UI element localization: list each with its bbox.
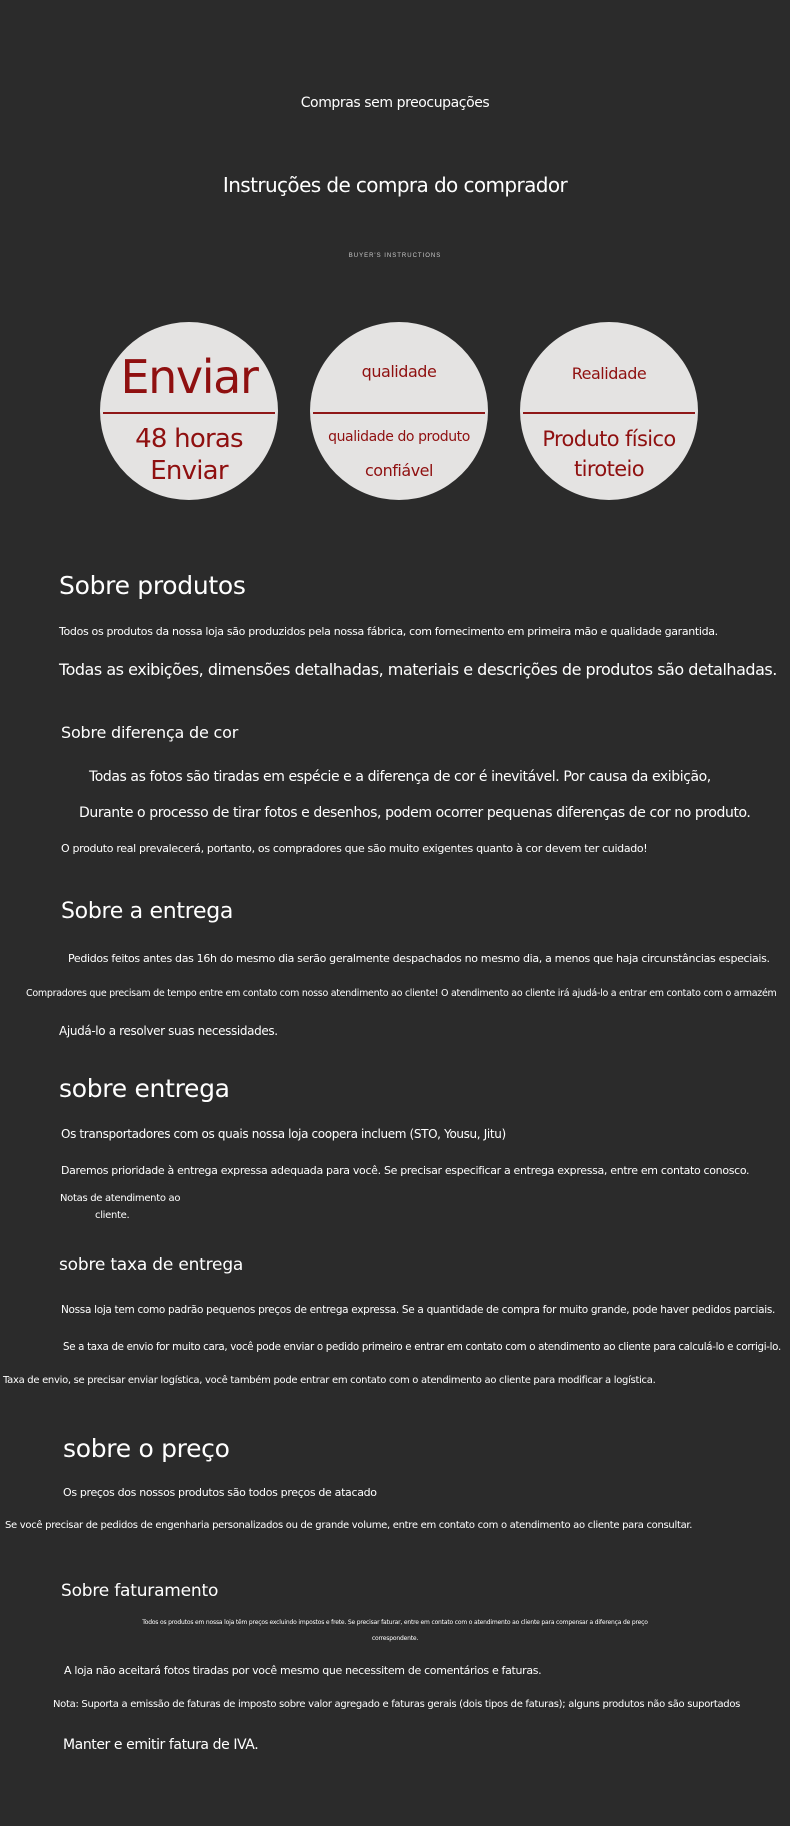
badge-quality-line2: confiável (364, 461, 434, 480)
taxa-text-3: Taxa de envio, se precisar enviar logística, você também pode entrar em contato com o atendimento ao cliente para modificar a logística. (3, 1375, 656, 1386)
badge-quality-top: qualidade (361, 362, 437, 381)
taxa-text-1: Nossa loja tem como padrão pequenos preços de entrega expressa. Se a quantidade de compra for muito grande, pode haver pedidos parciais. (61, 1304, 776, 1316)
a-entrega-text-1: Pedidos feitos antes das 16h do mesmo dia serão geralmente despachados no mesmo dia, a menos que haja circunstâncias especiais. (68, 952, 770, 965)
section-heading-cor: Sobre diferença de cor (61, 723, 239, 742)
fatura-text-2: A loja não aceitará fotos tiradas por você mesmo que necessitem de comentários e faturas. (64, 1664, 542, 1677)
section-heading-taxa: sobre taxa de entrega (59, 1255, 244, 1275)
section-heading-preco: sobre o preço (63, 1434, 230, 1463)
preco-text-1: Os preços dos nossos produtos são todos preços de atacado (63, 1486, 377, 1499)
entrega-text-1: Os transportadores com os quais nossa loja coopera incluem (STO, Yousu, Jitu) (61, 1127, 506, 1141)
page-subtitle: BUYER'S INSTRUCTIONS (348, 253, 442, 259)
section-heading-fatura: Sobre faturamento (61, 1581, 219, 1601)
badge-divider (103, 412, 275, 414)
page-title: Instruções de compra do comprador (222, 173, 568, 197)
cor-text-1: Todas as fotos são tiradas em espécie e a diferença de cor é inevitável. Por causa da exibição, (89, 769, 711, 785)
badge-quality (310, 322, 488, 500)
taxa-text-2: Se a taxa de envio for muito cara, você pode enviar o pedido primeiro e entrar em contato com o atendimento ao cliente para calculá-lo e corrigi-lo. (63, 1341, 781, 1353)
badge-reality-line1: Produto físico (542, 427, 676, 451)
produtos-text-1: Todos os produtos da nossa loja são produzidos pela nossa fábrica, com fornecimento em primeira mão e qualidade garantida. (59, 625, 718, 638)
fatura-text-1b: correspondente. (371, 1635, 419, 1642)
badge-shipping-line1: 48 horas (135, 424, 243, 454)
preco-text-2: Se você precisar de pedidos de engenharia personalizados ou de grande volume, entre em contato com o atendimento ao cliente para consultar. (5, 1520, 693, 1531)
cor-text-3: O produto real prevalecerá, portanto, os compradores que são muito exigentes quanto à cor devem ter cuidado! (61, 842, 648, 855)
badge-reality-top: Realidade (571, 364, 647, 383)
header-title: Compras sem preocupações (300, 95, 490, 111)
entrega-text-3a: Notas de atendimento ao (60, 1193, 181, 1204)
section-heading-produtos: Sobre produtos (59, 571, 246, 600)
badge-reality (520, 322, 698, 500)
badge-quality-line1: qualidade do produto (328, 429, 470, 445)
entrega-text-3b: cliente. (95, 1210, 130, 1221)
section-heading-entrega: sobre entrega (59, 1074, 230, 1103)
badge-divider (313, 412, 485, 414)
fatura-text-4: Manter e emitir fatura de IVA. (63, 1737, 259, 1753)
fatura-text-1a: Todos os produtos em nossa loja têm preços excluindo impostos e frete. Se precisar faturar, entre em contato com o atendimento ao cliente para compensar a diferença de preço (142, 1619, 648, 1626)
entrega-text-2: Daremos prioridade à entrega expressa adequada para você. Se precisar especificar a entrega expressa, entre em contato conosco. (61, 1164, 750, 1177)
badge-reality-line2: tiroteio (574, 457, 644, 481)
a-entrega-text-3: Ajudá-lo a resolver suas necessidades. (59, 1024, 278, 1038)
produtos-text-2: Todas as exibições, dimensões detalhadas, materiais e descrições de produtos são detalhadas. (59, 660, 777, 679)
fatura-text-3: Nota: Suporta a emissão de faturas de imposto sobre valor agregado e faturas gerais (dois tipos de faturas); alguns produtos não são suportados (53, 1699, 741, 1710)
section-heading-a-entrega: Sobre a entrega (61, 899, 234, 924)
badge-shipping-line2: Enviar (150, 456, 228, 486)
cor-text-2: Durante o processo de tirar fotos e desenhos, podem ocorrer pequenas diferenças de cor no produto. (79, 805, 751, 821)
badge-divider (523, 412, 695, 414)
a-entrega-text-2: Compradores que precisam de tempo entre em contato com nosso atendimento ao cliente! O atendimento ao cliente irá ajudá-lo a entrar em contato com o armazém (26, 988, 777, 999)
badge-shipping (100, 322, 278, 500)
badge-shipping-top: Enviar (120, 350, 258, 404)
